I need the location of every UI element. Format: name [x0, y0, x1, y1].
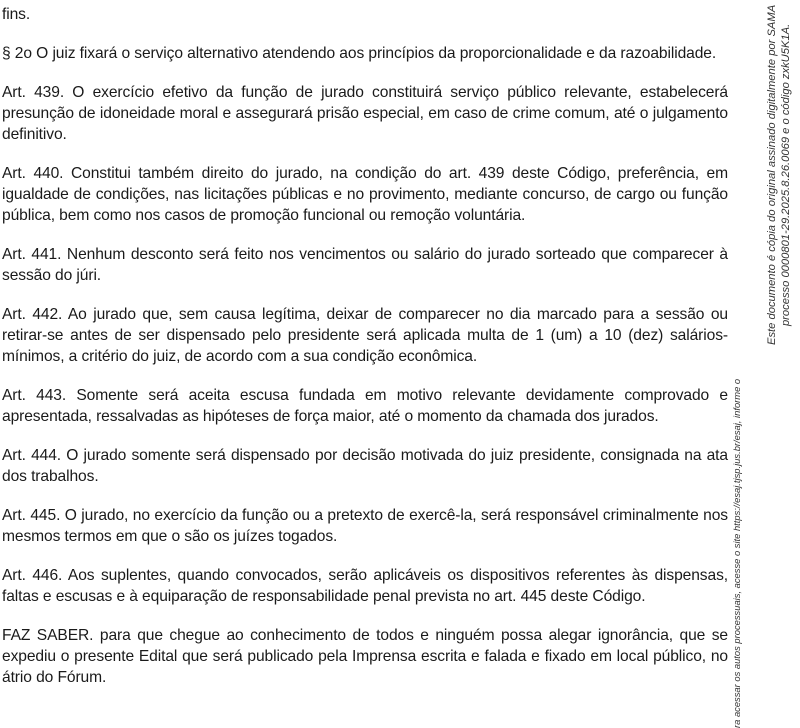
paragraph-art-444: Art. 444. O jurado somente será dispensado por decisão motivada do juiz presidente, consignada na ata dos trabalhos.	[2, 447, 728, 485]
paragraph-fins: fins.	[2, 6, 31, 23]
paragraph-art-439: Art. 439. O exercício efetivo da função de jurado constituirá serviço público relevante, estabelecerá presunção de idoneidade moral e assegurará prisão especial, em caso de crime comum, até o julgamento definitivo.	[2, 84, 728, 143]
side-note-signature-line: Este documento é cópia do original assinado digitalmente por SAMA	[766, 4, 778, 345]
paragraph-art-441: Art. 441. Nenhum desconto será feito nos vencimentos ou salário do jurado sorteado que comparecer à sessão do júri.	[2, 246, 728, 284]
paragraph-art-443: Art. 443. Somente será aceita escusa fundada em motivo relevante devidamente comprovado e apresentada, ressalvadas as hipóteses de força maior, até o momento da chamada dos jurados.	[2, 387, 728, 425]
paragraph-art-445: Art. 445. O jurado, no exercício da função ou a pretexto de exercê-la, será responsável criminalmente nos mesmos termos em que o são os juízes togados.	[2, 507, 728, 545]
side-note-process-code-line: processo 0000801-29.2025.8.26.0069 e o código zxkU5K1A.	[780, 23, 792, 327]
side-note-access-instructions: ra acessar os autos processuais, acesse o site https://esaj.tjsp.jus.br/esaj, informe o	[731, 378, 742, 728]
paragraph-art-442: Art. 442. Ao jurado que, sem causa legítima, deixar de comparecer no dia marcado para a sessão ou retirar-se antes de ser dispensado pelo presidente será aplicada multa de 1 (um) a 10 (dez) salários-mínimos, a critério do juiz, de acordo com a sua condição econômica.	[2, 306, 728, 365]
side-note-digital-signature	[765, 5, 793, 345]
paragraph-art-440: Art. 440. Constitui também direito do jurado, na condição do art. 439 deste Código, preferência, em igualdade de condições, nas licitações públicas e no provimento, mediante concurso, de cargo ou função pública, bem como nos casos de promoção funcional ou remoção voluntária.	[2, 165, 728, 224]
paragraph-par-2: § 2o O juiz fixará o serviço alternativo atendendo aos princípios da proporcionalidade e da razoabilidade.	[2, 45, 717, 62]
paragraph-faz-saber: FAZ SABER. para que chegue ao conhecimento de todos e ninguém possa alegar ignorância, que se expediu o presente Edital que será publicado pela Imprensa escrita e falada e fixado em local público, no átrio do Fórum.	[2, 627, 728, 686]
document-body	[2, 0, 728, 688]
paragraph-art-446: Art. 446. Aos suplentes, quando convocados, serão aplicáveis os dispositivos referentes às dispensas, faltas e escusas e à equiparação de responsabilidade penal prevista no art. 445 deste Código.	[2, 567, 728, 605]
